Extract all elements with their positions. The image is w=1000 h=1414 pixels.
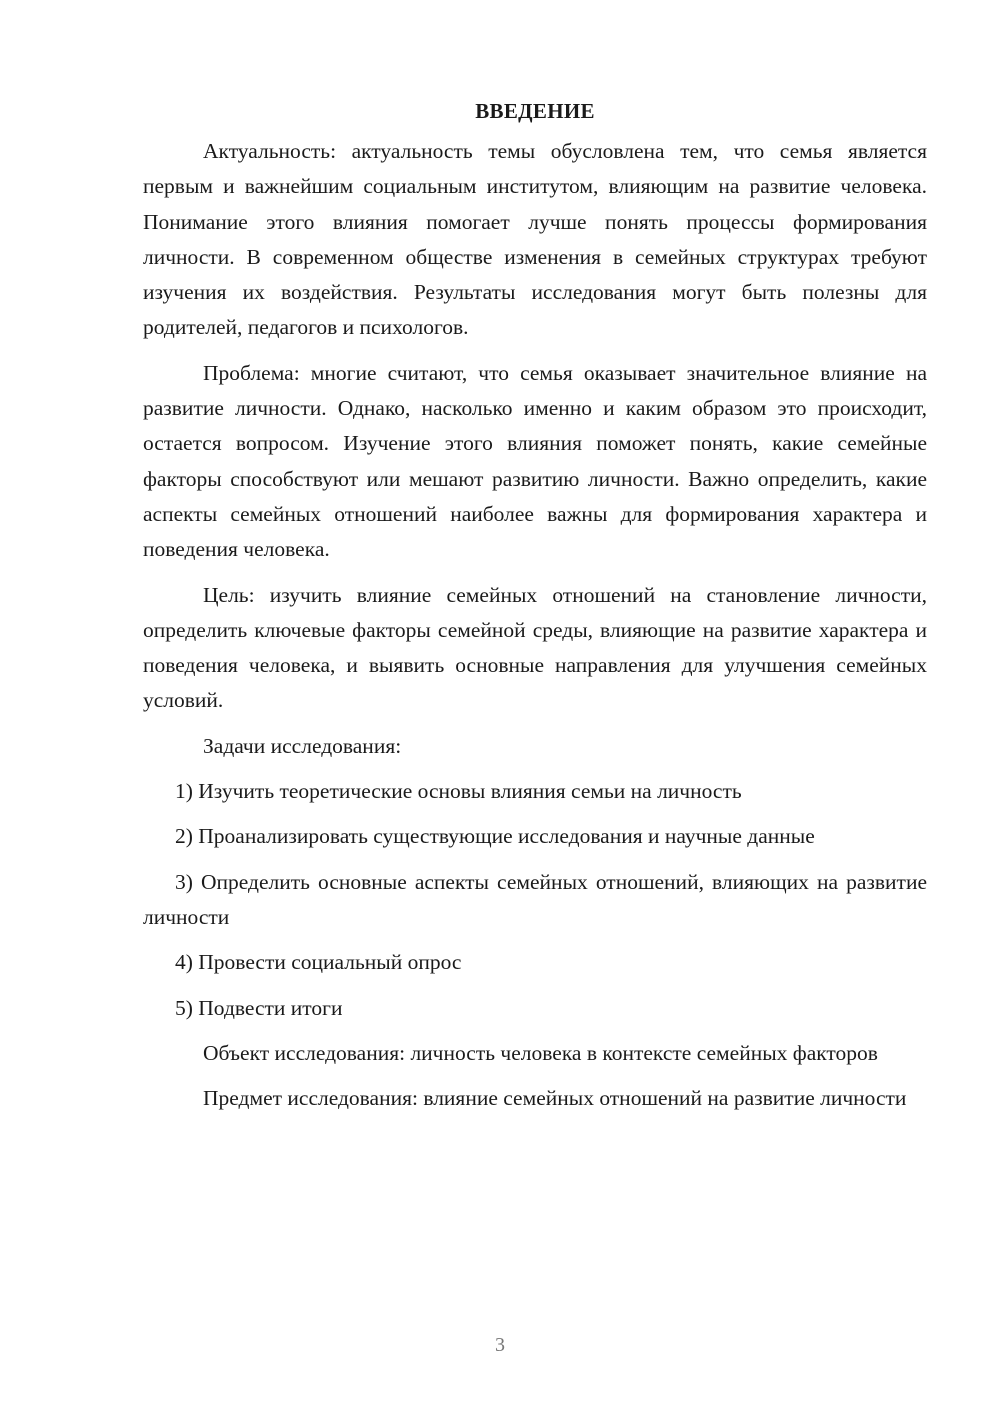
- tasks-list: [143, 774, 927, 1026]
- paragraph-relevance: Актуальность: актуальность темы обусловлена тем, что семья является первым и важнейшим социальным институтом, влияющим на развитие человека. Понимание этого влияния помогает лучше понять процессы формирования личности. В современном обществе изменения в семейных структурах требуют изучения их воздействия. Результаты исследования могут быть полезны для родителей, педагогов и психологов.: [143, 139, 927, 340]
- paragraph-problem: Проблема: многие считают, что семья оказывает значительное влияние на развитие личности. Однако, насколько именно и каким образом это происходит, остается вопросом. Изучение этого влияния поможет понять, какие семейные факторы способствуют или мешают развитию личности. Важно определить, какие аспекты семейных отношений наиболее важны для формирования характера и поведения человека.: [143, 360, 927, 562]
- paragraph-goal: Цель: изучить влияние семейных отношений на становление личности, определить ключевые факторы семейной среды, влияющие на развитие характера и поведения человека, и выявить основные направления для улучшения семейных условий.: [143, 582, 927, 713]
- list-item: 2) Проанализировать существующие исследования и научные данные: [175, 824, 815, 849]
- paragraph-subject: Предмет исследования: влияние семейных отношений на развитие личности: [203, 1086, 907, 1111]
- list-item: 1) Изучить теоретические основы влияния семьи на личность: [175, 779, 742, 804]
- list-item: 5) Подвести итоги: [175, 995, 343, 1020]
- page-title: ВВЕДЕНИЕ: [475, 99, 595, 123]
- list-item: 3) Определить основные аспекты семейных отношений, влияющих на развитие личности: [143, 869, 927, 929]
- document-page: [143, 96, 927, 1126]
- tasks-heading: Задачи исследования:: [203, 733, 402, 758]
- list-item: 4) Провести социальный опрос: [175, 950, 462, 975]
- paragraph-object: Объект исследования: личность человека в контексте семейных факторов: [203, 1040, 878, 1065]
- page-number: 3: [495, 1334, 505, 1356]
